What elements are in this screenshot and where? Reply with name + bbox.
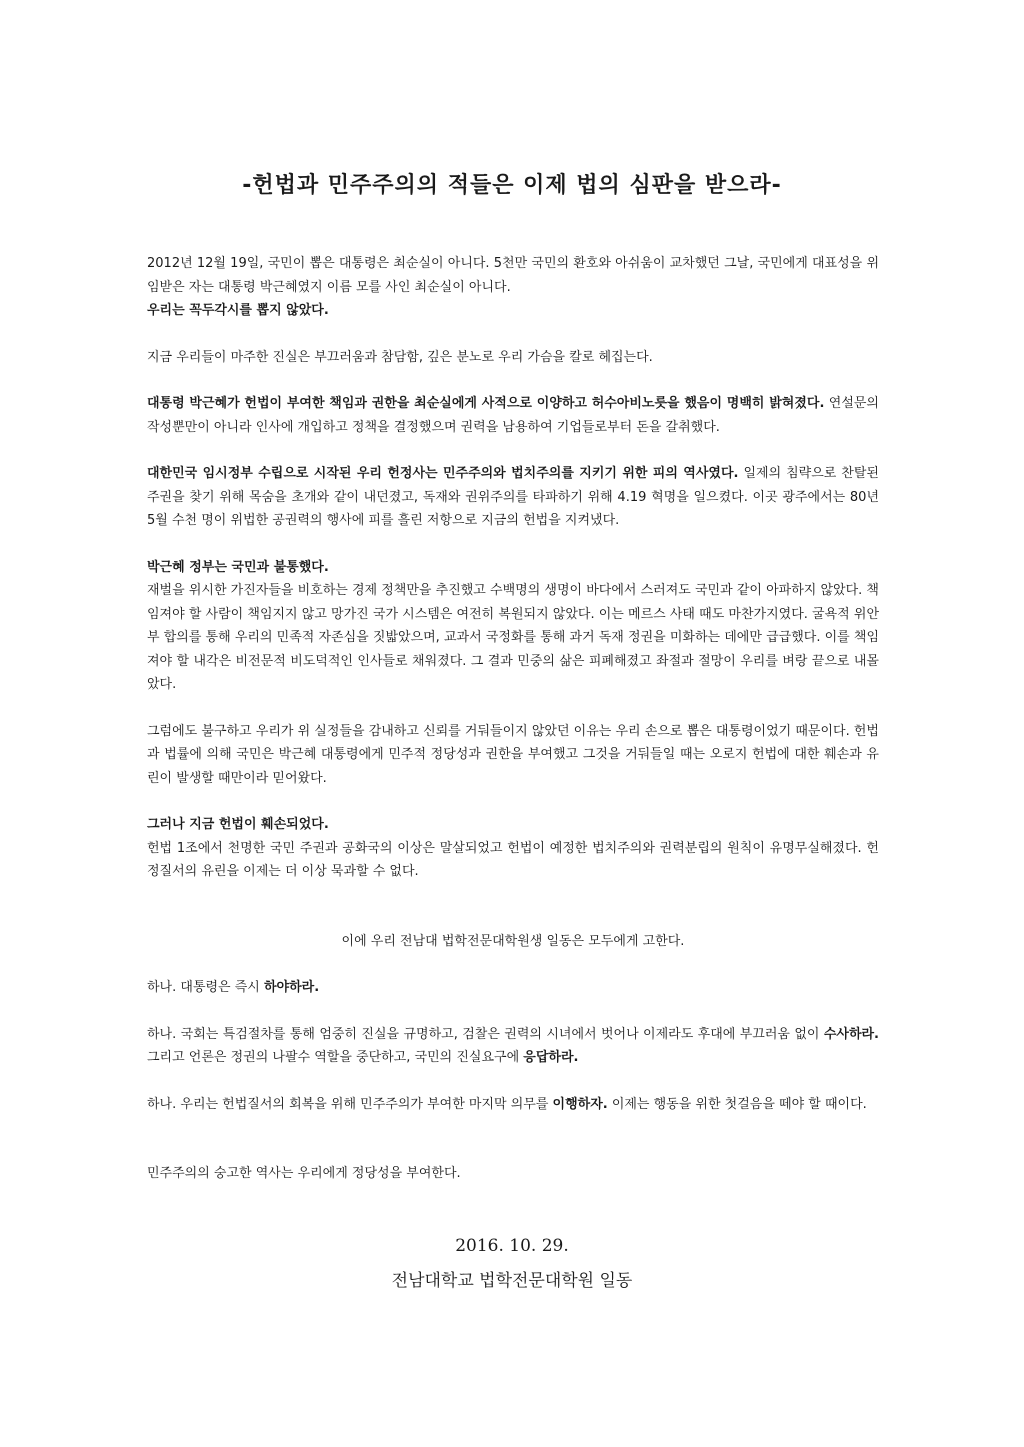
paragraph-6: 그럼에도 불구하고 우리가 위 실정들을 감내하고 신뢰를 거둬들이지 않았던 이유는 우리 손으로 뽑은 대통령이었기 때문이다. 헌법과 법률에 의해 국민은 박근혜 대통령에게 민주적 정당성과 권한을 부여했고 그것을 거둬들일 때는 오로지 헌법에 대한 훼손과 유린이 발생할 때만이라 믿어왔다. xyxy=(147,723,879,786)
paragraph-1-text: 2012년 12월 19일, 국민이 뽑은 대통령은 최순실이 아니다. 5천만 국민의 환호와 아쉬움이 교차했던 그날, 국민에게 대표성을 위임받은 자는 대통령 박근혜였지 이름 모를 사인 최순실이 아니다. xyxy=(147,256,879,295)
demand-3-text-b: 이제는 행동을 위한 첫걸음을 떼야 할 때이다. xyxy=(607,1096,867,1112)
paragraph-3-emphasis: 대통령 박근혜가 헌법이 부여한 책임과 권한을 최순실에게 사적으로 이양하고 허수아비노릇을 했음이 명백히 밝혀졌다. xyxy=(147,396,825,411)
signature-date: 2016. 10. 29. xyxy=(455,1236,569,1256)
document-title: -헌법과 민주주의의 적들은 이제 법의 심판을 받으라- xyxy=(242,173,782,198)
spacer xyxy=(147,907,879,930)
demand-1-text: 하나. 대통령은 즉시 xyxy=(147,980,264,995)
demand-2-text-b: 그리고 언론은 정권의 나팔수 역할을 중단하고, 국민의 진실요구에 xyxy=(147,1050,524,1065)
paragraph-7: 헌법 1조에서 천명한 국민 주권과 공화국의 이상은 말살되었고 헌법이 예정한 법치주의와 권력분립의 원칙이 유명무실해졌다. 헌정질서의 유린을 이제는 더 이상 묵과할 수 없다. xyxy=(147,840,879,879)
document-body xyxy=(147,252,879,1209)
demand-1-emphasis: 하야하라. xyxy=(264,980,320,995)
demand-2-emphasis-a: 수사하라. xyxy=(823,1026,879,1042)
paragraph-5: 재벌을 위시한 가진자들을 비호하는 경제 정책만을 추진했고 수백명의 생명이 바다에서 스러져도 국민과 같이 아파하지 않았다. 책임져야 할 사람이 책임지지 않고 망가진 국가 시스템은 여전히 복원되지 않았다. 이는 메르스 사태 때도 마찬가지였다. 굴욕적 위안부 합의를 통해 우리의 민족적 자존심을 짓밟았으며, 교과서 국정화를 통해 과거 독재 정권을 미화하는 데에만 급급했다. 이를 책임져야 할 내각은 비전문적 비도덕적인 인사들로 채워졌다. 그 결과 민중의 삶은 피폐해졌고 좌절과 절망이 우리를 벼랑 끝으로 내몰았다. xyxy=(147,583,879,692)
demand-3 xyxy=(147,1093,879,1117)
paragraph-5-emphasis: 박근혜 정부는 국민과 불통했다. xyxy=(147,559,329,575)
paragraph-4-emphasis: 대한민국 임시정부 수립으로 시작된 우리 헌정사는 민주주의와 법치주의를 지키기 위한 피의 역사였다. xyxy=(147,466,739,481)
demand-3-text-a: 하나. 우리는 헌법질서의 회복을 위해 민주주의가 부여한 마지막 의무를 xyxy=(147,1096,553,1112)
paragraph-7-heading xyxy=(147,813,879,837)
paragraph-1-bold xyxy=(147,299,879,323)
demand-2-text-a: 하나. 국회는 특검절차를 통해 엄중히 진실을 규명하고, 검찰은 권력의 시녀에서 벗어나 이제라도 후대에 부끄러움 없이 xyxy=(147,1026,824,1042)
paragraph-3-text: 연설문의 작성뿐만이 아니라 인사에 개입하고 정책을 결정했으며 권력을 남용하여 기업들로부터 돈을 갈취했다. xyxy=(147,396,879,435)
paragraph-3 xyxy=(147,392,879,439)
paragraph-4 xyxy=(147,462,879,533)
paragraph-5-heading xyxy=(147,556,879,580)
paragraph-1 xyxy=(147,252,879,299)
demand-3-emphasis: 이행하자. xyxy=(552,1096,608,1112)
closing-statement: 민주주의의 숭고한 역사는 우리에게 정당성을 부여한다. xyxy=(147,1166,461,1181)
paragraph-7-emphasis: 그러나 지금 헌법이 훼손되었다. xyxy=(147,817,329,832)
demand-2 xyxy=(147,1023,879,1070)
declaration-heading: 이에 우리 전남대 법학전문대학원생 일동은 모두에게 고한다. xyxy=(341,933,685,949)
paragraph-1-emphasis: 우리는 꼭두각시를 뽑지 않았다. xyxy=(147,303,329,318)
spacer xyxy=(147,1139,879,1162)
demand-1 xyxy=(147,976,879,1000)
signature-organization: 전남대학교 법학전문대학원 일동 xyxy=(391,1271,633,1291)
paragraph-2: 지금 우리들이 마주한 진실은 부끄러움과 참담함, 깊은 분노로 우리 가슴을 칼로 헤집는다. xyxy=(147,349,653,365)
demand-2-emphasis-b: 응답하라. xyxy=(523,1050,579,1065)
paragraph-4-text: 일제의 침략으로 찬탈된 주권을 찾기 위해 목숨을 초개와 같이 내던졌고, 독재와 권위주의를 타파하기 위해 4.19 혁명을 일으켰다. 이곳 광주에서는 80년 5월 수천 명이 위법한 공권력의 행사에 피를 흘린 저항으로 지금의 헌법을 지켜냈다. xyxy=(147,466,879,528)
